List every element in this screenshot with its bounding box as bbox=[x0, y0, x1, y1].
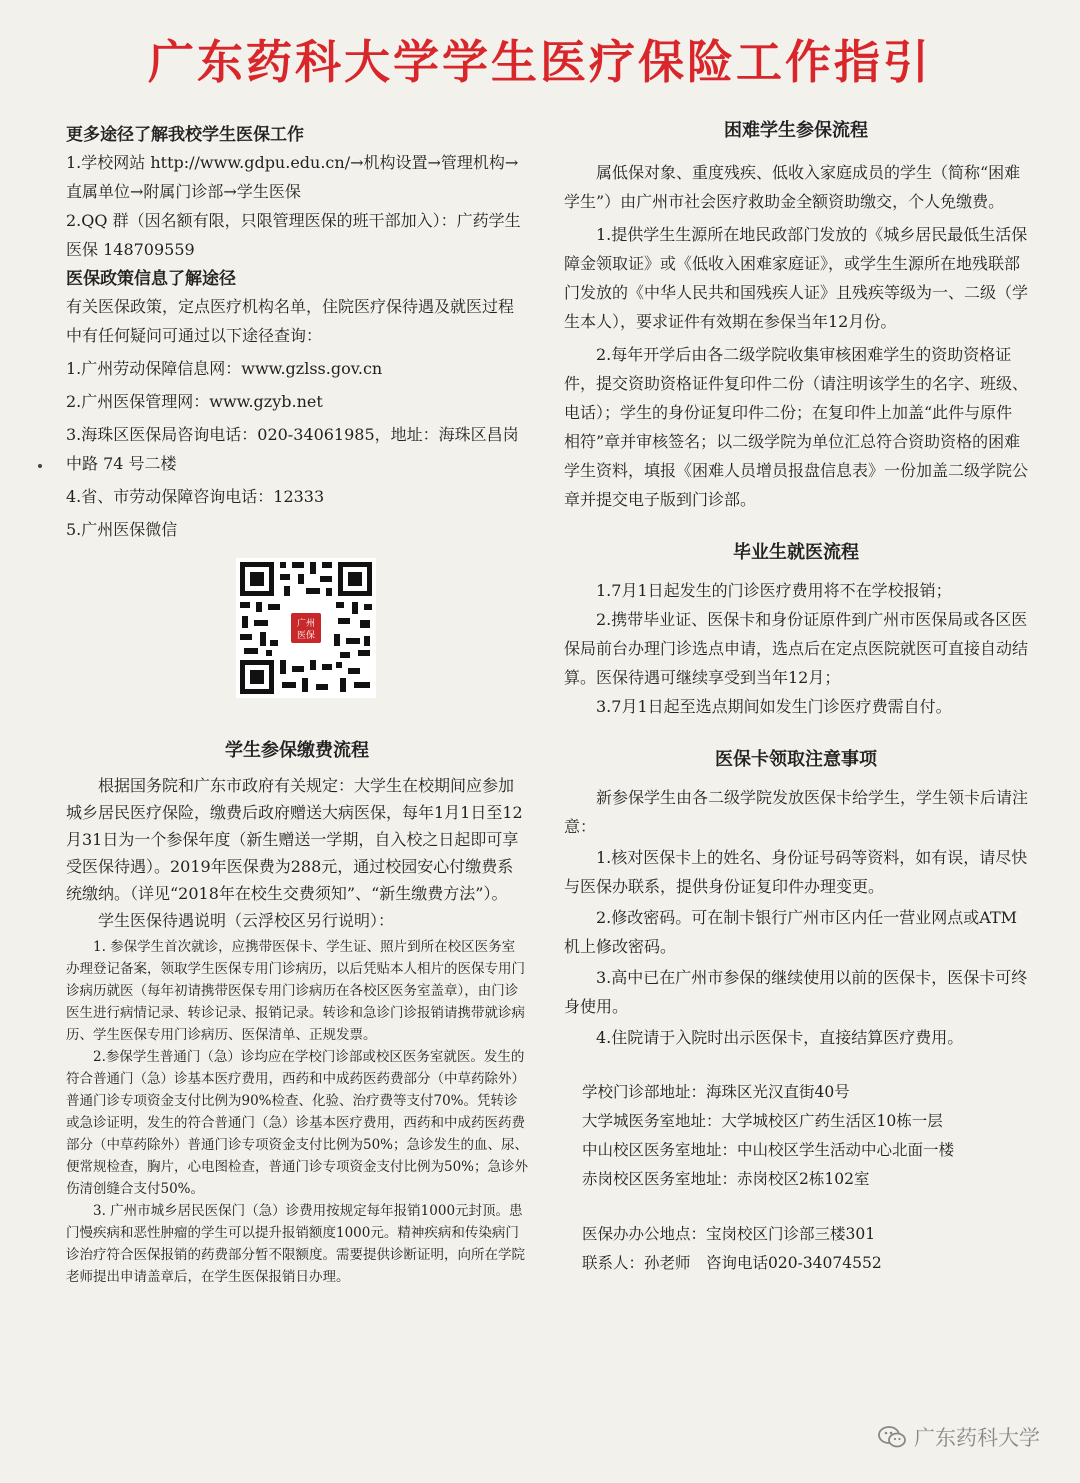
wechat-icon bbox=[878, 1425, 906, 1449]
qr-code-icon bbox=[236, 558, 376, 698]
policy-item-1: 1.广州劳动保障信息网：www.gzlss.gov.cn bbox=[66, 359, 383, 378]
more-ways-section bbox=[66, 122, 528, 264]
insurance-office-address: 医保办办公地点：宝岗校区门诊部三楼301 bbox=[582, 1225, 876, 1243]
enroll-point-2: 2.参保学生普通门（急）诊均应在学校门诊部或校区医务室就医。发生的符合普通门（急）诊基本医疗费用，西药和中成药医药费部分（中草药除外）普通门诊专项资金支付比例为90%检查、化验、治疗费等支付70%。凭转诊或急诊证明，发生的符合普通门（急）诊基本医疗费用，西药和中成药医药费部分（中草药除外）普通门诊专项资金支付比例为50%；急诊发生的血、尿、便常规检查，胸片，心电图检查，普通门诊专项资金支付比例为50%；急诊外伤清创缝合支付50%。 bbox=[66, 1049, 529, 1197]
policy-item-4: 4.省、市劳动保障咨询电话：12333 bbox=[66, 487, 325, 506]
clinic-address: 学校门诊部地址：海珠区光汉直街40号 bbox=[582, 1083, 850, 1101]
policy-intro: 有关医保政策，定点医疗机构名单，住院医疗保待遇及就医过程中有任何疑问可通过以下途径查询： bbox=[66, 297, 515, 345]
margin-dot bbox=[38, 464, 42, 468]
addresses-section bbox=[564, 1078, 1028, 1278]
hardship-section bbox=[564, 118, 1028, 514]
policy-item-2: 2.广州医保管理网：www.gzyb.net bbox=[66, 392, 323, 411]
graduate-item-3: 3.7月1日起至选点期间如发生门诊医疗费需自付。 bbox=[596, 697, 952, 716]
wechat-watermark bbox=[878, 1422, 1040, 1452]
qr-seal-line-2: 医保 bbox=[296, 631, 316, 641]
left-column bbox=[66, 122, 528, 1288]
policy-heading: 医保政策信息了解途径 bbox=[66, 269, 236, 289]
more-ways-item-2: 2.QQ 群（因名额有限，只限管理医保的班干部加入）：广药学生医保 148709559 bbox=[66, 211, 521, 259]
page-title: 广东药科大学学生医疗保险工作指引 bbox=[148, 35, 932, 89]
graduate-item-2: 2.携带毕业证、医保卡和身份证原件到广州市医保局或各区医保局前台办理门诊选点申请，选点后在定点医院就医可直接自动结算。医保待遇可继续享受到当年12月； bbox=[564, 610, 1029, 687]
wechat-qr-code bbox=[236, 558, 376, 698]
watermark-text: 广东药科大学 bbox=[914, 1426, 1040, 1450]
enroll-para-2: 学生医保待遇说明（云浮校区另行说明）： bbox=[98, 911, 395, 930]
chigang-address: 赤岗校区医务室地址：赤岗校区2栋102室 bbox=[582, 1170, 870, 1188]
card-item-2: 2.修改密码。可在制卡银行广州市区内任一营业网点或ATM机上修改密码。 bbox=[564, 908, 1018, 956]
hardship-item-1: 1.提供学生生源所在地民政部门发放的《城乡居民最低生活保障金领取证》或《低收入困难家庭证》，或学生生源所在地残联部门发放的《中华人民共和国残疾人证》且残疾等级为一、二级（学生本人），要求证件有效期在参保当年12月份。 bbox=[564, 225, 1029, 331]
zhongshan-address: 中山校区医务室地址：中山校区学生活动中心北面一楼 bbox=[582, 1141, 955, 1159]
policy-section bbox=[66, 266, 528, 698]
contact-info: 联系人：孙老师 咨询电话020-34074552 bbox=[582, 1254, 882, 1272]
policy-item-5: 5.广州医保微信 bbox=[66, 520, 178, 539]
card-intro: 新参保学生由各二级学院发放医保卡给学生，学生领卡后请注意： bbox=[564, 788, 1029, 836]
hardship-intro: 属低保对象、重度残疾、低收入家庭成员的学生（简称“困难学生”）由广州市社会医疗救助金全额资助缴交，个人免缴费。 bbox=[564, 163, 1021, 211]
qr-seal-line-1: 广州 bbox=[296, 619, 316, 629]
graduate-item-1: 1.7月1日起发生的门诊医疗费用将不在学校报销； bbox=[596, 581, 952, 600]
enroll-point-3: 3. 广州市城乡居民医保门（急）诊费用按规定每年报销1000元封顶。患门慢疾病和恶性肿瘤的学生可以提升报销额度1000元。精神疾病和传染病门诊治疗符合医保报销的药费部分暂不限额度。需要提供诊断证明，向所在学院老师提出申请盖章后，在学生医保报销日办理。 bbox=[66, 1203, 525, 1285]
enroll-para-1: 根据国务院和广东市政府有关规定：大学生在校期间应参加城乡居民医疗保险，缴费后政府赠送大病医保，每年1月1日至12月31日为一个参保年度（新生赠送一学期，自入校之日起即可享受医保待遇）。2019年医保费为288元，通过校园安心付缴费系统缴纳。（详见“2018年在校生交费须知”、“新生缴费方法”）。 bbox=[66, 776, 523, 903]
uni-town-address: 大学城医务室地址：大学城校区广药生活区10栋一层 bbox=[582, 1112, 943, 1130]
enroll-point-1: 1. 参保学生首次就诊，应携带医保卡、学生证、照片到所在校区医务室办理登记备案，领取学生医保专用门诊病历，以后凭贴本人相片的医保专用门诊病历就医（每年初请携带医保专用门诊病历在各校区医务室盖章），由门诊医生进行病情记录、转诊记录、报销记录。转诊和急诊门诊报销请携带就诊病历、学生医保专用门诊病历、医保清单、正规发票。 bbox=[66, 939, 525, 1043]
graduate-heading: 毕业生就医流程 bbox=[733, 542, 859, 563]
hardship-heading: 困难学生参保流程 bbox=[724, 120, 868, 141]
enroll-heading: 学生参保缴费流程 bbox=[225, 740, 369, 761]
graduate-section bbox=[564, 540, 1028, 721]
hardship-item-2: 2.每年开学后由各二级学院收集审核困难学生的资助资格证件，提交资助资格证件复印件二份（请注明该学生的名字、班级、电话）；学生的身份证复印件二份；在复印件上加盖“此件与原件相符”章并审核签名；以二级学院为单位汇总符合资助资格的困难学生资料，填报《困难人员增员报盘信息表》一份加盖二级学院公章并提交电子版到门诊部。 bbox=[564, 345, 1029, 509]
card-item-3: 3.高中已在广州市参保的继续使用以前的医保卡，医保卡可终身使用。 bbox=[564, 968, 1028, 1016]
card-heading: 医保卡领取注意事项 bbox=[715, 749, 877, 770]
more-ways-heading: 更多途径了解我校学生医保工作 bbox=[66, 125, 304, 145]
policy-item-3: 3.海珠区医保局咨询电话：020-34061985，地址：海珠区昌岗中路 74 号二楼 bbox=[66, 425, 519, 473]
card-item-4: 4.住院请于入院时出示医保卡，直接结算医疗费用。 bbox=[596, 1028, 964, 1047]
right-column bbox=[564, 118, 1028, 1278]
enroll-section bbox=[66, 738, 528, 1288]
card-section bbox=[564, 747, 1028, 1052]
more-ways-item-1: 1.学校网站 http://www.gdpu.edu.cn/→机构设置→管理机构→直属单位→附属门诊部→学生医保 bbox=[66, 153, 519, 201]
card-item-1: 1.核对医保卡上的姓名、身份证号码等资料，如有误，请尽快与医保办联系，提供身份证复印件办理变更。 bbox=[564, 848, 1028, 896]
